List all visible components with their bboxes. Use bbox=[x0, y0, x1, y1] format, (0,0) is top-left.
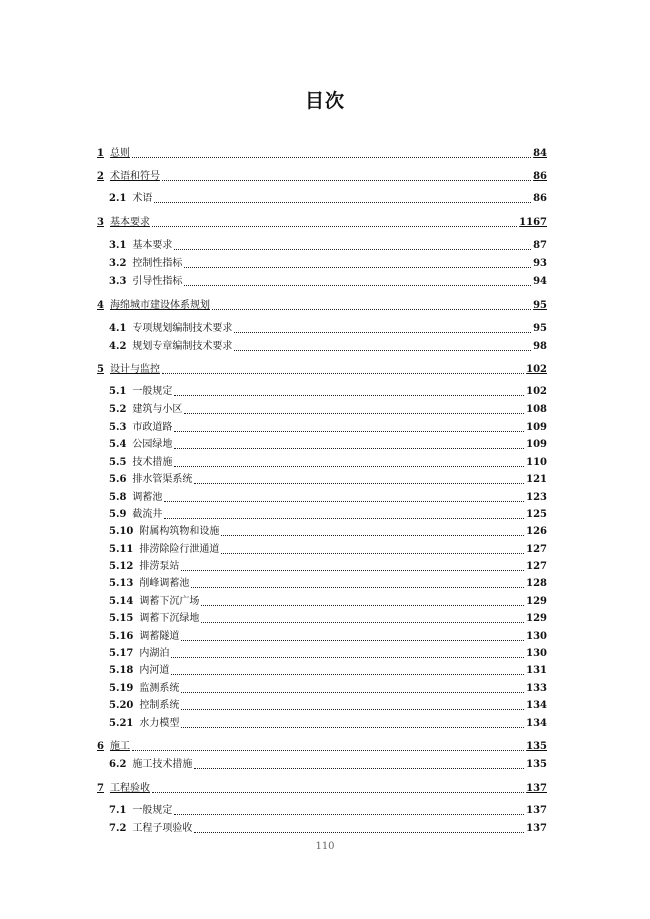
toc-entry-label: 调蓄下沉绿地 bbox=[139, 613, 200, 624]
toc-section-entry[interactable] bbox=[109, 455, 547, 469]
toc-entry-number: 3 bbox=[97, 217, 104, 228]
toc-chapter-entry[interactable] bbox=[97, 362, 547, 376]
toc-entry-page: 109 bbox=[526, 439, 547, 450]
toc-entry-label: 工程验收 bbox=[109, 783, 150, 794]
toc-entry-label: 专项规划编制技术要求 bbox=[132, 323, 233, 334]
page-title: 目次 bbox=[304, 90, 345, 112]
toc-chapter-entry[interactable] bbox=[97, 146, 547, 160]
toc-entry-page: 131 bbox=[526, 665, 547, 676]
dot-leader bbox=[201, 605, 524, 606]
toc-section-entry[interactable] bbox=[109, 681, 547, 695]
toc-entry-number: 5.8 bbox=[109, 492, 127, 503]
dot-leader bbox=[181, 727, 524, 728]
toc-section-entry[interactable] bbox=[109, 716, 547, 730]
dot-leader bbox=[191, 587, 524, 588]
toc-section-entry[interactable] bbox=[109, 663, 547, 677]
toc-section-entry[interactable] bbox=[109, 698, 547, 712]
toc-entry-label: 调蓄下沉广场 bbox=[139, 596, 200, 607]
toc-entry-page: 110 bbox=[526, 457, 547, 468]
dot-leader bbox=[174, 249, 531, 250]
toc-entry-number: 5.5 bbox=[109, 457, 127, 468]
toc-section-entry[interactable] bbox=[109, 757, 547, 771]
toc-entry-page: 134 bbox=[526, 700, 547, 711]
toc-entry-number: 2 bbox=[97, 171, 104, 182]
toc-section-entry[interactable] bbox=[109, 611, 547, 625]
toc-entry-page: 133 bbox=[526, 683, 547, 694]
toc-entry-label: 引导性指标 bbox=[132, 276, 183, 287]
toc-entry-page: 95 bbox=[533, 323, 547, 334]
toc-entry-number: 5.4 bbox=[109, 439, 127, 450]
toc-entry-page: 137 bbox=[526, 805, 547, 816]
toc-entry-number: 7.2 bbox=[109, 823, 127, 834]
toc-section-entry[interactable] bbox=[109, 274, 547, 288]
toc-entry-page: 95 bbox=[533, 300, 547, 311]
toc-section-entry[interactable] bbox=[109, 542, 547, 556]
toc-entry-page: 137 bbox=[526, 823, 547, 834]
toc-entry-label: 总则 bbox=[109, 148, 130, 159]
toc-entry-page: 93 bbox=[533, 258, 547, 269]
toc-entry-page: 121 bbox=[526, 474, 547, 485]
toc-entry-page: 109 bbox=[526, 422, 547, 433]
toc-entry-label: 施工技术措施 bbox=[132, 759, 193, 770]
toc-entry-number: 5.10 bbox=[109, 526, 134, 537]
dot-leader bbox=[194, 483, 524, 484]
toc-entry-page: 87 bbox=[533, 240, 547, 251]
toc-entry-number: 5.21 bbox=[109, 718, 134, 729]
dot-leader bbox=[181, 570, 524, 571]
toc-entry-label: 排涝除险行泄通道 bbox=[139, 544, 220, 555]
toc-section-entry[interactable] bbox=[109, 646, 547, 660]
dot-leader bbox=[184, 413, 524, 414]
toc-entry-number: 5.17 bbox=[109, 648, 134, 659]
toc-entry-number: 4.1 bbox=[109, 323, 127, 334]
dot-leader bbox=[194, 832, 524, 833]
toc-entry-label: 调蓄隧道 bbox=[139, 631, 180, 642]
toc-entry-number: 4 bbox=[97, 300, 104, 311]
dot-leader bbox=[194, 768, 524, 769]
toc-section-entry[interactable] bbox=[109, 384, 547, 398]
toc-section-entry[interactable] bbox=[109, 339, 547, 353]
toc-entry-label: 术语和符号 bbox=[109, 171, 160, 182]
toc-chapter-entry[interactable] bbox=[97, 298, 547, 312]
dot-leader bbox=[174, 395, 524, 396]
toc-entry-label: 附属构筑物和设施 bbox=[139, 526, 220, 537]
dot-leader bbox=[174, 814, 524, 815]
toc-entry-label: 海绵城市建设体系规划 bbox=[109, 300, 210, 311]
toc-entry-page: 86 bbox=[533, 193, 547, 204]
toc-entry-number: 4.2 bbox=[109, 341, 127, 352]
toc-entry-page: 127 bbox=[526, 561, 547, 572]
dot-leader bbox=[234, 332, 531, 333]
toc-entry-number: 5.1 bbox=[109, 386, 127, 397]
toc-entry-label: 施工 bbox=[109, 741, 130, 752]
toc-entry-label: 削峰调蓄池 bbox=[139, 578, 190, 589]
toc-entry-number: 5.2 bbox=[109, 404, 127, 415]
toc-entry-page: 123 bbox=[526, 492, 547, 503]
toc-entry-number: 2.1 bbox=[109, 193, 127, 204]
toc-entry-label: 排水管渠系统 bbox=[132, 474, 193, 485]
toc-chapter-entry[interactable] bbox=[97, 739, 547, 753]
toc-entry-number: 5.20 bbox=[109, 700, 134, 711]
toc-entry-label: 排涝泵站 bbox=[139, 561, 180, 572]
toc-entry-label: 监测系统 bbox=[139, 683, 180, 694]
toc-section-entry[interactable] bbox=[109, 490, 547, 504]
dot-leader bbox=[152, 226, 517, 227]
toc-entry-label: 技术措施 bbox=[132, 457, 173, 468]
toc-entry-number: 1 bbox=[97, 148, 104, 159]
toc-entry-page: 134 bbox=[526, 718, 547, 729]
toc-entry-label: 水力模型 bbox=[139, 718, 180, 729]
toc-entry-number: 5.9 bbox=[109, 509, 127, 520]
toc-entry-page: 130 bbox=[526, 631, 547, 642]
toc-entry-number: 7 bbox=[97, 783, 104, 794]
toc-entry-label: 工程子项验收 bbox=[132, 823, 193, 834]
dot-leader bbox=[181, 640, 524, 641]
dot-leader bbox=[174, 466, 524, 467]
toc-entry-number: 5.18 bbox=[109, 665, 134, 676]
dot-leader bbox=[132, 750, 524, 751]
toc-entry-number: 5.16 bbox=[109, 631, 134, 642]
toc-entry-number: 5.14 bbox=[109, 596, 134, 607]
toc-entry-page: 94 bbox=[533, 276, 547, 287]
dot-leader bbox=[212, 309, 531, 310]
dot-leader bbox=[234, 350, 531, 351]
dot-leader bbox=[181, 709, 524, 710]
toc-entry-number: 3.2 bbox=[109, 258, 127, 269]
dot-leader bbox=[132, 157, 531, 158]
toc-section-entry[interactable] bbox=[109, 524, 547, 538]
toc-entry-number: 6.2 bbox=[109, 759, 127, 770]
toc-entry-page: 135 bbox=[526, 741, 547, 752]
toc-entry-number: 5.11 bbox=[109, 544, 134, 555]
toc-entry-label: 基本要求 bbox=[132, 240, 173, 251]
toc-entry-label: 控制性指标 bbox=[132, 258, 183, 269]
dot-leader bbox=[201, 622, 524, 623]
dot-leader bbox=[174, 448, 524, 449]
toc-section-entry[interactable] bbox=[109, 238, 547, 252]
toc-entry-label: 截流井 bbox=[132, 509, 163, 520]
page-number: 110 bbox=[315, 841, 335, 852]
toc-section-entry[interactable] bbox=[109, 559, 547, 573]
toc-entry-label: 基本要求 bbox=[109, 217, 150, 228]
toc-entry-number: 5.15 bbox=[109, 613, 134, 624]
toc-entry-page: 135 bbox=[526, 759, 547, 770]
toc-entry-number: 5.6 bbox=[109, 474, 127, 485]
toc-entry-number: 7.1 bbox=[109, 805, 127, 816]
toc-section-entry[interactable] bbox=[109, 191, 547, 205]
toc-entry-page: 128 bbox=[526, 578, 547, 589]
toc-entry-page: 127 bbox=[526, 544, 547, 555]
toc-entry-number: 6 bbox=[97, 741, 104, 752]
toc-entry-page: 137 bbox=[526, 783, 547, 794]
dot-leader bbox=[184, 267, 531, 268]
toc-chapter-entry[interactable] bbox=[97, 781, 547, 795]
dot-leader bbox=[171, 657, 524, 658]
toc-entry-page: 126 bbox=[526, 526, 547, 537]
dot-leader bbox=[162, 373, 524, 374]
toc-entry-number: 3.3 bbox=[109, 276, 127, 287]
toc-entry-number: 5.13 bbox=[109, 578, 134, 589]
toc-section-entry[interactable] bbox=[109, 629, 547, 643]
toc-entry-label: 一般规定 bbox=[132, 386, 173, 397]
toc-entry-number: 3.1 bbox=[109, 240, 127, 251]
toc-section-entry[interactable] bbox=[109, 402, 547, 416]
toc-section-entry[interactable] bbox=[109, 576, 547, 590]
dot-leader bbox=[164, 518, 524, 519]
toc-entry-label: 设计与监控 bbox=[109, 364, 160, 375]
toc-section-entry[interactable] bbox=[109, 437, 547, 451]
toc-entry-label: 建筑与小区 bbox=[132, 404, 183, 415]
toc-entry-page: 130 bbox=[526, 648, 547, 659]
dot-leader bbox=[221, 535, 524, 536]
toc-entry-page: 86 bbox=[533, 171, 547, 182]
toc-chapter-entry[interactable] bbox=[97, 169, 547, 183]
toc-entry-label: 术语 bbox=[132, 193, 153, 204]
dot-leader bbox=[152, 792, 524, 793]
toc-entry-label: 调蓄池 bbox=[132, 492, 163, 503]
dot-leader bbox=[164, 501, 524, 502]
toc-entry-page: 102 bbox=[526, 364, 547, 375]
dot-leader bbox=[162, 180, 531, 181]
toc-section-entry[interactable] bbox=[109, 256, 547, 270]
toc-section-entry[interactable] bbox=[109, 821, 547, 835]
toc-entry-number: 5.12 bbox=[109, 561, 134, 572]
toc-chapter-entry[interactable] bbox=[97, 215, 547, 229]
toc-entry-page: 108 bbox=[526, 404, 547, 415]
toc-section-entry[interactable] bbox=[109, 472, 547, 486]
toc-entry-label: 市政道路 bbox=[132, 422, 173, 433]
toc-entry-page: 129 bbox=[526, 596, 547, 607]
toc-entry-number: 5.19 bbox=[109, 683, 134, 694]
toc-section-entry[interactable] bbox=[109, 321, 547, 335]
dot-leader bbox=[181, 692, 524, 693]
toc-entry-label: 一般规定 bbox=[132, 805, 173, 816]
toc-section-entry[interactable] bbox=[109, 594, 547, 608]
toc-entry-label: 公园绿地 bbox=[132, 439, 173, 450]
toc-entry-page: 125 bbox=[526, 509, 547, 520]
dot-leader bbox=[174, 431, 524, 432]
toc-entry-number: 5 bbox=[97, 364, 104, 375]
toc-entry-page: 129 bbox=[526, 613, 547, 624]
dot-leader bbox=[154, 202, 531, 203]
toc-section-entry[interactable] bbox=[109, 420, 547, 434]
dot-leader bbox=[221, 553, 524, 554]
toc-section-entry[interactable] bbox=[109, 507, 547, 521]
dot-leader bbox=[171, 674, 524, 675]
toc-entry-label: 内湖泊 bbox=[139, 648, 170, 659]
toc-entry-label: 规划专章编制技术要求 bbox=[132, 341, 233, 352]
toc-entry-label: 控制系统 bbox=[139, 700, 180, 711]
toc-section-entry[interactable] bbox=[109, 803, 547, 817]
toc-entry-number: 5.3 bbox=[109, 422, 127, 433]
toc-entry-page: 102 bbox=[526, 386, 547, 397]
toc-entry-page: 84 bbox=[533, 148, 547, 159]
toc-entry-label: 内河道 bbox=[139, 665, 170, 676]
toc-entry-page: 98 bbox=[533, 341, 547, 352]
toc-entry-page: 1167 bbox=[519, 217, 547, 228]
dot-leader bbox=[184, 285, 531, 286]
